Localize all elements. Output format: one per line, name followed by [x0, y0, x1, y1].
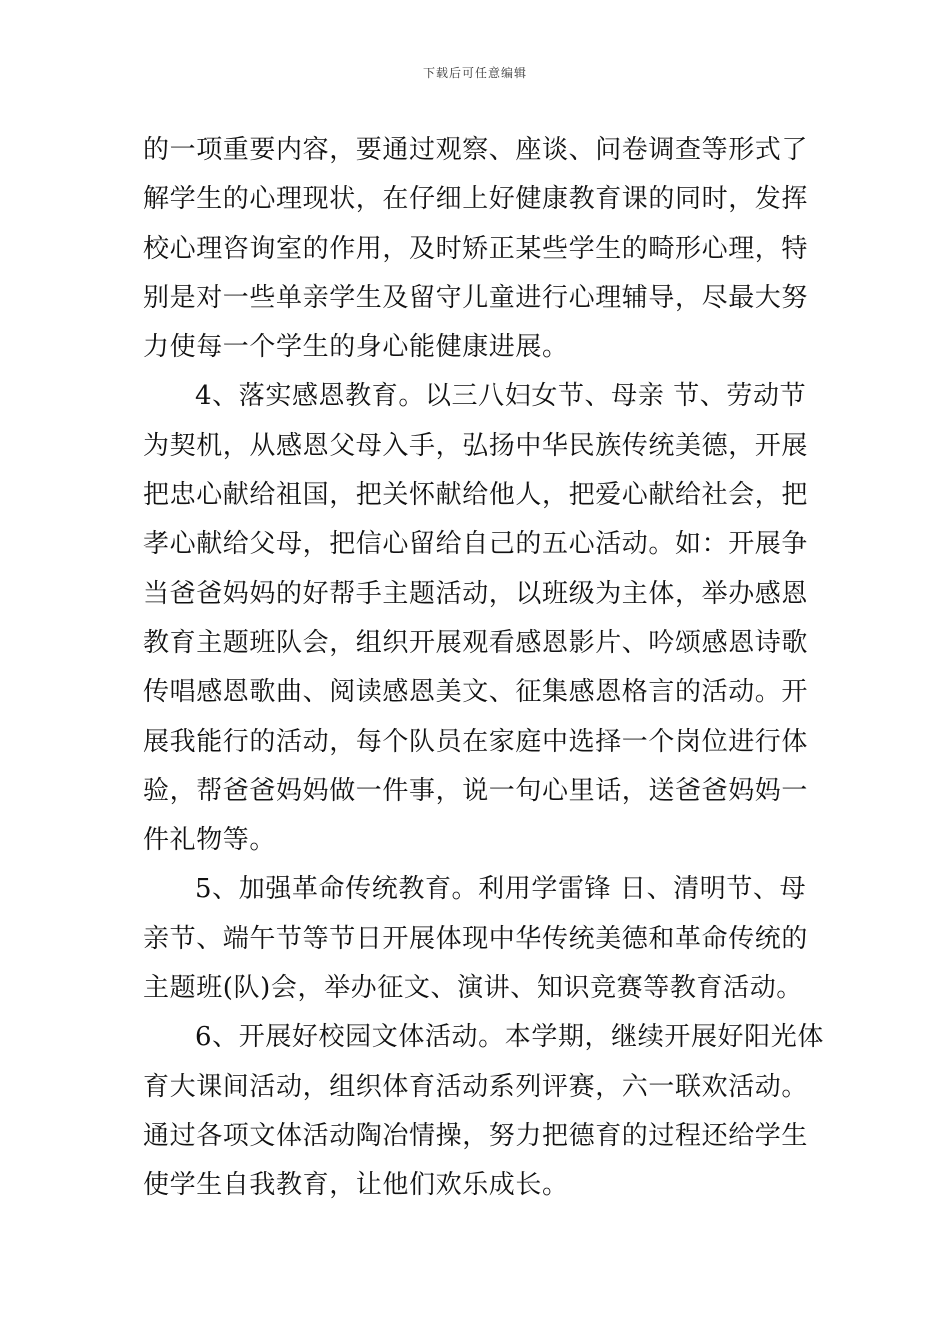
text-line: 为契机，从感恩父母入手，弘扬中华民族传统美德，开展: [143, 430, 809, 461]
page-header: 下载后可任意编辑: [422, 66, 527, 80]
text-line: 通过各项文体活动陶冶情操，努力把德育的过程还给学生: [143, 1120, 809, 1151]
text-line: 4、落实感恩教育。以三八妇女节、母亲 节、劳动节: [195, 381, 807, 412]
text-line: 力使每一个学生的身心能健康进展。: [143, 332, 569, 363]
text-line: 展我能行的活动，每个队员在家庭中选择一个岗位进行体: [143, 726, 809, 757]
text-line: 解学生的心理现状，在仔细上好健康教育课的同时，发挥: [143, 184, 809, 215]
text-line: 验，帮爸爸妈妈做一件事，说一句心里话，送爸爸妈妈一: [143, 775, 809, 806]
text-line: 传唱感恩歌曲、阅读感恩美文、征集感恩格言的活动。开: [143, 677, 809, 708]
text-line: 使学生自我教育，让他们欢乐成长。: [143, 1170, 569, 1201]
text-line: 教育主题班队会，组织开展观看感恩影片、吟颂感恩诗歌: [143, 627, 809, 658]
text-line: 亲节、端午节等节日开展体现中华传统美德和革命传统的: [143, 923, 809, 954]
text-line: 把忠心献给祖国，把关怀献给他人，把爱心献给社会，把: [143, 480, 809, 511]
text-line: 当爸爸妈妈的好帮手主题活动，以班级为主体，举办感恩: [143, 578, 809, 609]
text-line: 的一项重要内容，要通过观察、座谈、问卷调查等形式了: [143, 135, 809, 165]
text-line: 件礼物等。: [143, 825, 277, 856]
text-line: 校心理咨询室的作用，及时矫正某些学生的畸形心理，特: [143, 233, 809, 264]
document-body: [143, 126, 824, 1211]
text-line: 别是对一些单亲学生及留守儿童进行心理辅导，尽最大努: [143, 282, 809, 313]
text-line: 孝心献给父母，把信心留给自己的五心活动。如：开展争: [143, 529, 809, 560]
text-line: 5、加强革命传统教育。利用学雷锋 日、清明节、母: [195, 874, 807, 905]
text-line: 6、开展好校园文体活动。本学期，继续开展好阳光体: [195, 1022, 824, 1053]
text-line: 育大课间活动，组织体育活动系列评赛，六一联欢活动。: [143, 1071, 809, 1102]
text-line: 主题班(队)会，举办征文、演讲、知识竞赛等教育活动。: [143, 973, 803, 1004]
